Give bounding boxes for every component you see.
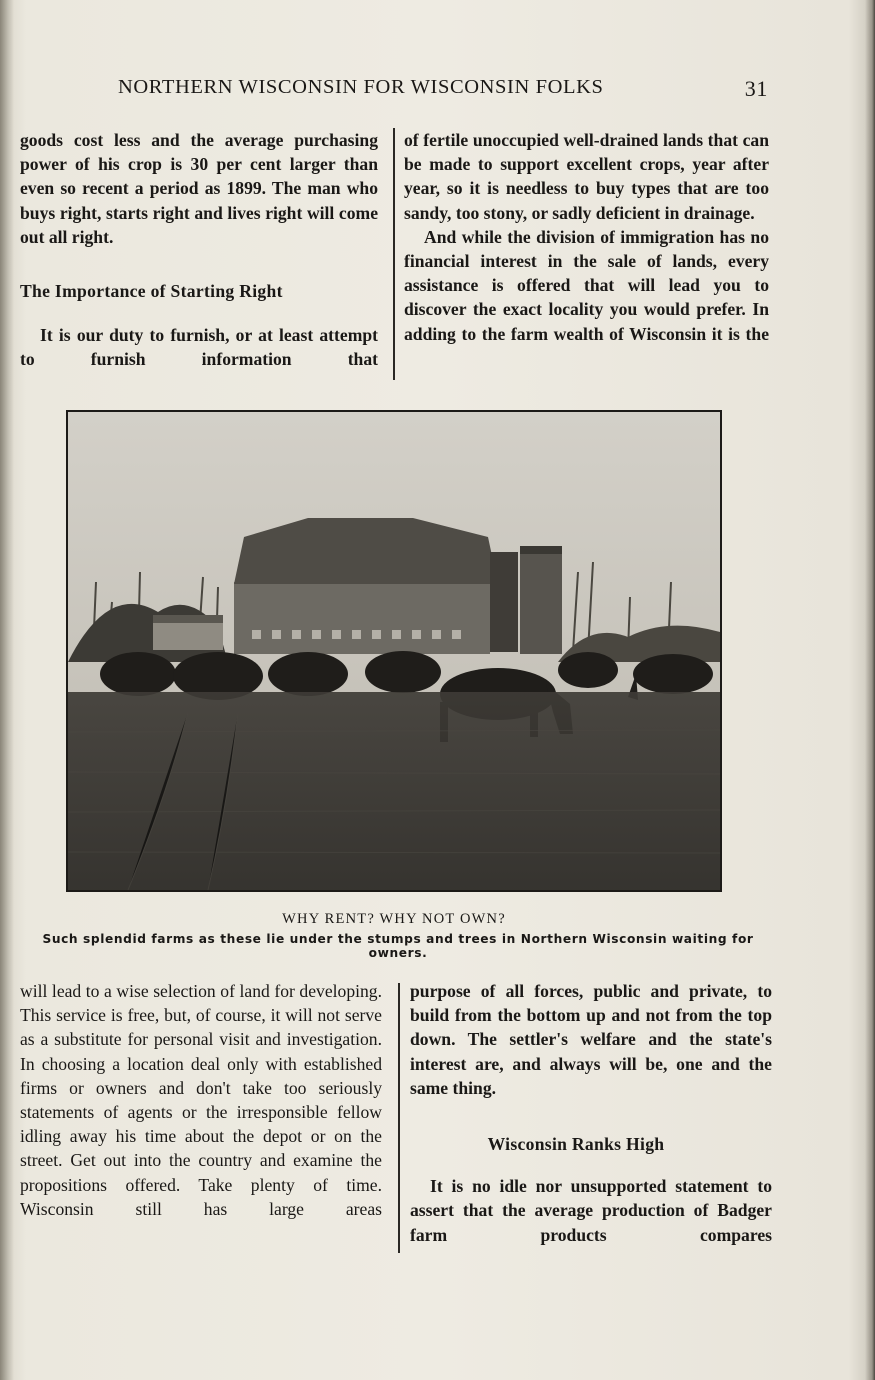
page-edge-shadow bbox=[865, 0, 875, 1380]
running-title: NORTHERN WISCONSIN FOR WISCONSIN FOLKS bbox=[118, 76, 604, 98]
section-heading: The Importance of Starting Right bbox=[20, 281, 283, 302]
column-divider bbox=[393, 128, 395, 380]
paragraph: of fertile unoccupied well-drained lands that can be made to support excellent crops, year after year, so it is needless to buy types that are too sandy, too stony, or sadly deficient in drainage. bbox=[404, 130, 769, 223]
farm-photograph bbox=[66, 410, 722, 892]
bottom-left-column bbox=[20, 979, 382, 1221]
barn-and-cattle-photo bbox=[68, 412, 720, 890]
paragraph: goods cost less and the average purchasing power of his crop is 30 per cent larger than even so recent a period as 1899. The man who buys right, starts right and lives right will come out all right. bbox=[20, 130, 378, 247]
top-left-column bbox=[20, 128, 378, 372]
column-divider bbox=[398, 983, 400, 1253]
page-header bbox=[118, 76, 770, 102]
paragraph: It is no idle nor unsupported statement to assert that the average production of Badger farm products compares bbox=[410, 1176, 772, 1245]
page-gutter-shadow bbox=[0, 0, 14, 1380]
paragraph: And while the division of immigration has no financial interest in the sale of lands, every assistance is offered that will lead you to discover the exact locality you would prefer. In adding to the farm wealth of Wisconsin it is the bbox=[404, 226, 769, 344]
paragraph: will lead to a wise selection of land for developing. This service is free, but, of course, it will not serve as a substitute for personal visit and investigation. In choosing a location deal only with established firms or owners and don't take too seriously statements of agents or the irresponsible fellow idling away his time about the depot or on the street. Get out into the country and examine the propositions offered. Take plenty of time. Wisconsin still has large areas bbox=[20, 981, 382, 1219]
section-heading: Wisconsin Ranks High bbox=[487, 1134, 665, 1155]
bottom-right-column bbox=[410, 979, 772, 1247]
paragraph: purpose of all forces, public and private, to build from the bottom up and not from the top down. The settler's welfare and the state's interest are, and always will be, one and the same thing. bbox=[410, 981, 772, 1098]
figure-title: WHY RENT? WHY NOT OWN? bbox=[282, 911, 506, 927]
figure-caption: Such splendid farms as these lie under the stumps and trees in Northern Wisconsin waiting for owners. bbox=[42, 932, 754, 960]
paragraph: It is our duty to furnish, or at least attempt to furnish information that bbox=[20, 325, 378, 370]
page-number: 31 bbox=[744, 76, 768, 101]
top-right-column bbox=[404, 128, 769, 346]
